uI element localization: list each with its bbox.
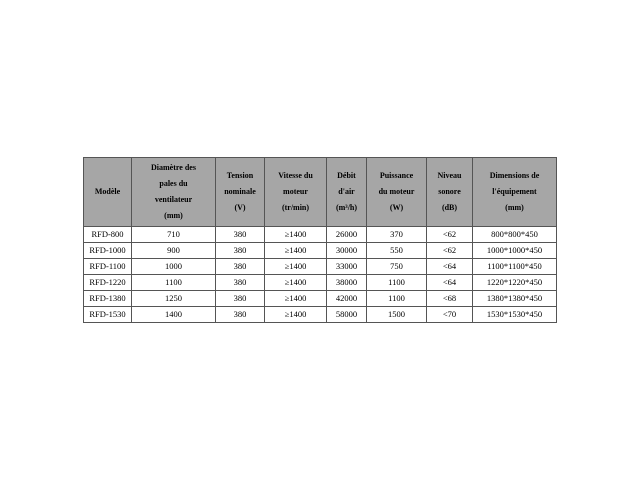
cell-voltage: 380 <box>216 291 265 307</box>
table-row <box>84 275 557 291</box>
cell-blade-diameter: 900 <box>132 243 216 259</box>
table-row <box>84 243 557 259</box>
cell-motor-power: 750 <box>367 259 427 275</box>
cell-motor-speed: ≥1400 <box>265 243 327 259</box>
header-noise-level: Niveau sonore (dB) <box>427 158 473 227</box>
cell-model: RFD-1530 <box>84 307 132 323</box>
cell-voltage: 380 <box>216 227 265 243</box>
cell-dimensions: 1000*1000*450 <box>473 243 557 259</box>
cell-voltage: 380 <box>216 275 265 291</box>
cell-noise-level: <64 <box>427 275 473 291</box>
spec-table <box>83 157 557 323</box>
table-row <box>84 227 557 243</box>
cell-noise-level: <70 <box>427 307 473 323</box>
cell-blade-diameter: 1100 <box>132 275 216 291</box>
cell-motor-power: 1100 <box>367 291 427 307</box>
cell-voltage: 380 <box>216 307 265 323</box>
cell-noise-level: <68 <box>427 291 473 307</box>
cell-noise-level: <62 <box>427 227 473 243</box>
header-row <box>84 158 557 227</box>
cell-dimensions: 800*800*450 <box>473 227 557 243</box>
cell-airflow: 30000 <box>327 243 367 259</box>
cell-motor-speed: ≥1400 <box>265 291 327 307</box>
table-row <box>84 259 557 275</box>
cell-motor-speed: ≥1400 <box>265 275 327 291</box>
cell-dimensions: 1530*1530*450 <box>473 307 557 323</box>
cell-model: RFD-1220 <box>84 275 132 291</box>
table-row <box>84 291 557 307</box>
cell-airflow: 58000 <box>327 307 367 323</box>
cell-motor-power: 1100 <box>367 275 427 291</box>
cell-motor-power: 550 <box>367 243 427 259</box>
cell-voltage: 380 <box>216 259 265 275</box>
header-model: Modèle <box>84 158 132 227</box>
cell-model: RFD-800 <box>84 227 132 243</box>
cell-noise-level: <64 <box>427 259 473 275</box>
cell-dimensions: 1380*1380*450 <box>473 291 557 307</box>
cell-noise-level: <62 <box>427 243 473 259</box>
cell-airflow: 42000 <box>327 291 367 307</box>
cell-dimensions: 1100*1100*450 <box>473 259 557 275</box>
table-header <box>84 158 557 227</box>
cell-motor-speed: ≥1400 <box>265 259 327 275</box>
cell-blade-diameter: 710 <box>132 227 216 243</box>
header-motor-power: Puissance du moteur (W) <box>367 158 427 227</box>
cell-model: RFD-1380 <box>84 291 132 307</box>
cell-model: RFD-1100 <box>84 259 132 275</box>
header-blade-diameter: Diamètre des pales du ventilateur (mm) <box>132 158 216 227</box>
header-voltage: Tension nominale (V) <box>216 158 265 227</box>
cell-blade-diameter: 1400 <box>132 307 216 323</box>
cell-dimensions: 1220*1220*450 <box>473 275 557 291</box>
header-airflow: Débit d'air (m³/h) <box>327 158 367 227</box>
table-body <box>84 227 557 323</box>
cell-voltage: 380 <box>216 243 265 259</box>
cell-blade-diameter: 1000 <box>132 259 216 275</box>
cell-motor-power: 1500 <box>367 307 427 323</box>
cell-blade-diameter: 1250 <box>132 291 216 307</box>
cell-airflow: 33000 <box>327 259 367 275</box>
header-motor-speed: Vitesse du moteur (tr/min) <box>265 158 327 227</box>
cell-motor-speed: ≥1400 <box>265 307 327 323</box>
cell-airflow: 38000 <box>327 275 367 291</box>
header-dimensions: Dimensions de l'équipement (mm) <box>473 158 557 227</box>
cell-model: RFD-1000 <box>84 243 132 259</box>
table-row <box>84 307 557 323</box>
cell-motor-speed: ≥1400 <box>265 227 327 243</box>
cell-airflow: 26000 <box>327 227 367 243</box>
cell-motor-power: 370 <box>367 227 427 243</box>
